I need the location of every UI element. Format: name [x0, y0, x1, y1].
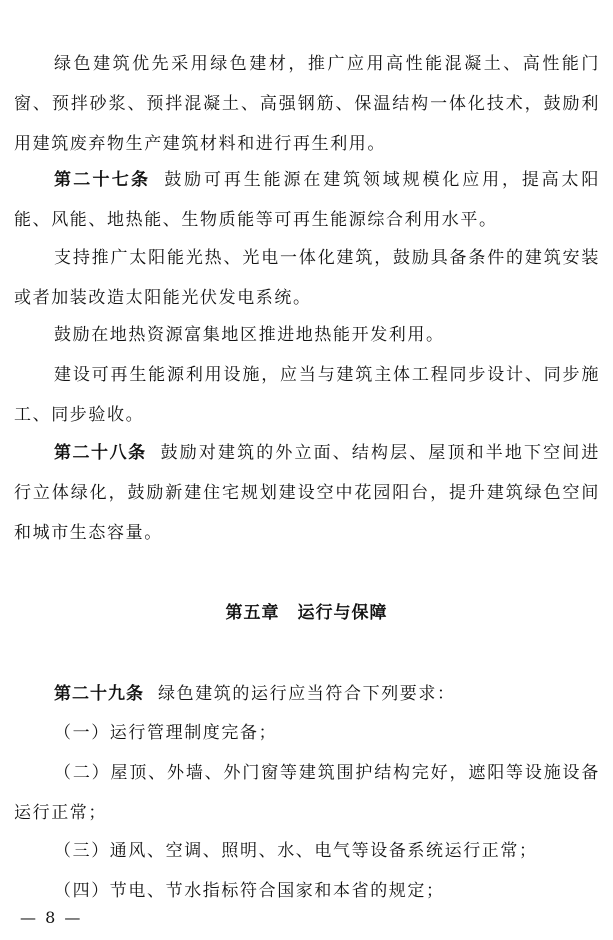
list-item-3	[14, 831, 600, 871]
paragraph-text: 绿色建筑优先采用绿色建材，推广应用高性能混凝土、高性能门窗、预拌砂浆、预拌混凝土、高强钢筋、保温结构一体化技术，鼓励利用建筑废弃物生产建筑材料和进行再生利用。	[14, 54, 600, 154]
paragraph-renewable-facilities	[14, 355, 600, 435]
paragraph-solar-integration	[14, 238, 600, 318]
paragraph-text: （三）通风、空调、照明、水、电气等设备系统运行正常；	[54, 841, 538, 861]
article-29	[14, 674, 600, 714]
paragraph-text: 建设可再生能源利用设施，应当与建筑主体工程同步设计、同步施工、同步验收。	[14, 365, 600, 425]
chapter-number: 第五章	[225, 603, 280, 623]
chapter-title: 运行与保障	[297, 603, 388, 623]
page-number: — 8 —	[20, 908, 83, 927]
paragraph-text: 绿色建筑的运行应当符合下列要求：	[158, 684, 456, 704]
paragraph-text: 支持推广太阳能光热、光电一体化建筑，鼓励具备条件的建筑安装或者加装改造太阳能光伏发电系统。	[14, 248, 600, 308]
paragraph-geothermal	[14, 315, 600, 355]
article-number: 第二十九条	[54, 684, 144, 704]
paragraph-text: （四）节电、节水指标符合国家和本省的规定；	[54, 881, 445, 901]
paragraph-text: （二）屋顶、外墙、外门窗等建筑围护结构完好，遮阳等设施设备运行正常；	[14, 763, 600, 823]
paragraph-green-building-materials	[14, 44, 600, 164]
chapter-heading	[0, 598, 613, 623]
paragraph-text: 鼓励对建筑的外立面、结构层、屋顶和半地下空间进行立体绿化，鼓励新建住宅规划建设空中花园阳台，提升建筑绿色空间和城市生态容量。	[14, 443, 600, 543]
article-27	[14, 160, 600, 240]
paragraph-text: （一）运行管理制度完备；	[54, 723, 278, 743]
list-item-2	[14, 753, 600, 833]
article-28	[14, 433, 600, 553]
paragraph-text: 鼓励在地热资源富集地区推进地热能开发利用。	[54, 325, 445, 345]
list-item-1	[14, 713, 600, 753]
paragraph-text: 鼓励可再生能源在建筑领域规模化应用，提高太阳能、风能、地热能、生物质能等可再生能源综合利用水平。	[14, 170, 601, 230]
article-number: 第二十七条	[54, 170, 151, 190]
article-number: 第二十八条	[54, 443, 147, 463]
list-item-4	[14, 871, 600, 911]
